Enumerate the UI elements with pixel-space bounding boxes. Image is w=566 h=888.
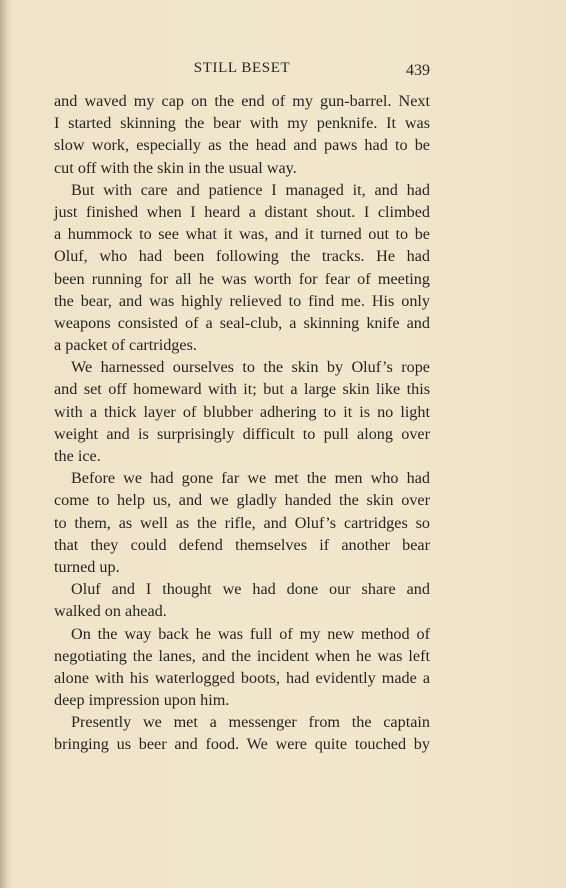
text-line: weight and is surprisingly difficult to pull along over	[54, 424, 430, 443]
text-line: alone with his waterlogged boots, had evidently made a	[54, 668, 430, 687]
text-line: But with care and patience I managed it, and had	[71, 180, 430, 199]
binding-gutter-shadow	[0, 0, 10, 888]
text-line: weapons consisted of a seal-club, a skinning knife and	[54, 313, 430, 332]
running-head	[54, 60, 430, 84]
text-line: We harnessed ourselves to the skin by Oluf’s rope	[71, 358, 430, 377]
text-line: been running for all he was worth for fear of meeting	[54, 269, 430, 288]
text-line: a hummock to see what it was, and it turned out to be	[54, 225, 430, 244]
text-line: I started skinning the bear with my penknife. It was	[54, 114, 430, 133]
text-line: On the way back he was full of my new method of	[71, 624, 430, 643]
text-line: the bear, and was highly relieved to find me. His only	[54, 291, 430, 310]
text-line: walked on ahead.	[54, 602, 167, 621]
text-line: and set off homeward with it; but a large skin like this	[54, 380, 430, 399]
text-line: deep impression upon him.	[54, 691, 230, 710]
text-line: come to help us, and we gladly handed the skin over	[54, 491, 430, 510]
text-line: to them, as well as the rifle, and Oluf’s cartridges so	[54, 513, 430, 532]
text-line: Oluf, who had been following the tracks. He had	[54, 247, 430, 266]
text-line: negotiating the lanes, and the incident when he was left	[54, 646, 430, 665]
text-line: Presently we met a messenger from the captain	[71, 713, 430, 732]
text-line: bringing us beer and food. We were quite touched by	[54, 735, 430, 754]
text-line: Oluf and I thought we had done our share and	[71, 580, 430, 599]
text-line: turned up.	[54, 557, 120, 576]
text-line: a packet of cartridges.	[54, 336, 197, 355]
body-text	[54, 90, 430, 756]
text-line: the ice.	[54, 447, 101, 465]
text-line: cut off with the skin in the usual way.	[54, 158, 297, 177]
text-line: that they could defend themselves if another bear	[54, 535, 430, 554]
text-line: Before we had gone far we met the men who had	[71, 469, 430, 488]
page-number: 439	[406, 62, 430, 79]
chapter-title: STILL BESET	[193, 60, 291, 76]
text-line: slow work, especially as the head and paws had to be	[54, 136, 430, 155]
text-line: and waved my cap on the end of my gun-barrel. Next	[54, 92, 430, 110]
text-line: just finished when I heard a distant shout. I climbed	[54, 202, 430, 221]
text-line: with a thick layer of blubber adhering to it is no light	[54, 402, 430, 421]
